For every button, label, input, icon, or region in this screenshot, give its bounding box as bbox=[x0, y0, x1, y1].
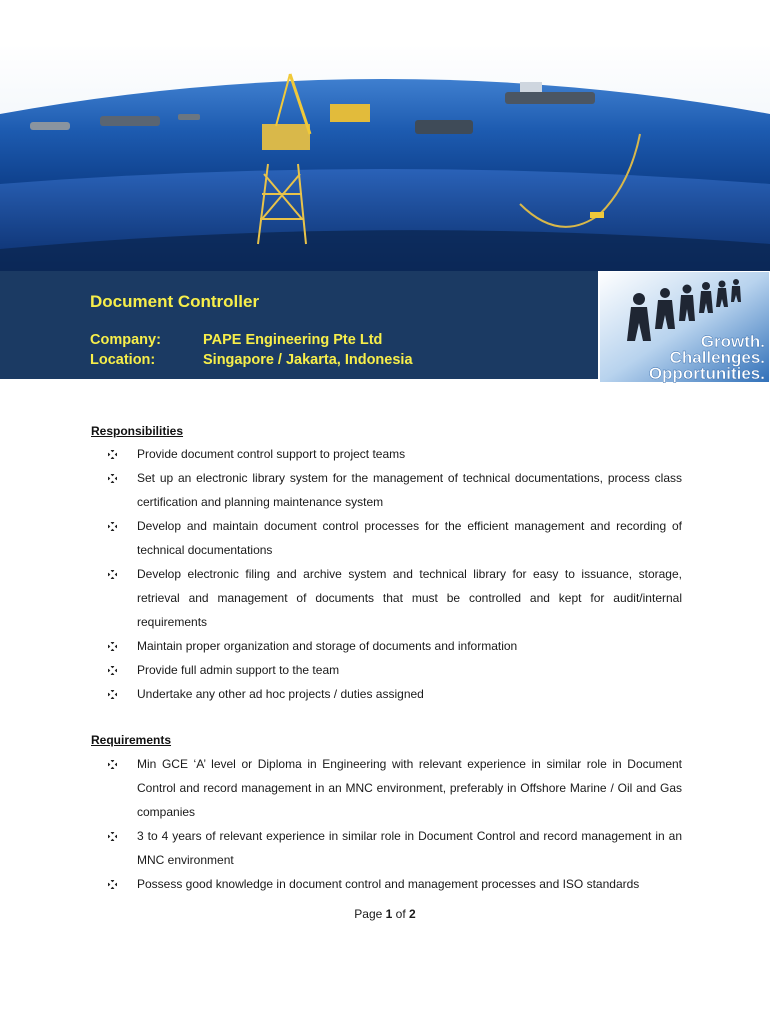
page-number bbox=[0, 907, 770, 921]
list-item-text: Maintain proper organization and storage of documents and information bbox=[137, 639, 518, 653]
diamond-bullet-icon bbox=[108, 832, 117, 841]
diamond-bullet-icon bbox=[108, 666, 117, 675]
list-item bbox=[108, 514, 682, 562]
list-item-text: Possess good knowledge in document control and management processes and ISO standards bbox=[137, 877, 640, 891]
list-item-text: Min GCE ‘A’ level or Diploma in Engineering with relevant experience in similar role in Document Control and record management in an MNC environment, preferably in Offshore Marine / Oil and Gas companies bbox=[137, 757, 682, 819]
requirements-list bbox=[108, 752, 682, 896]
total-pages: 2 bbox=[409, 907, 416, 921]
requirements-heading: Requirements bbox=[91, 733, 172, 747]
list-item-text: Undertake any other ad hoc projects / duties assigned bbox=[137, 687, 424, 701]
page-word: Page bbox=[354, 907, 383, 921]
diamond-bullet-icon bbox=[108, 690, 117, 699]
list-item bbox=[108, 658, 682, 682]
diamond-bullet-icon bbox=[108, 760, 117, 769]
list-item bbox=[108, 824, 682, 872]
list-item-text: 3 to 4 years of relevant experience in similar role in Document Control and record management in an MNC environment bbox=[137, 829, 682, 867]
list-item bbox=[108, 442, 682, 466]
location-label: Location: bbox=[90, 352, 156, 368]
growth-badge-image bbox=[599, 271, 770, 383]
list-item-text: Develop and maintain document control processes for the efficient management and recording of technical documentations bbox=[137, 519, 682, 557]
location-value: Singapore / Jakarta, Indonesia bbox=[203, 352, 413, 368]
diamond-bullet-icon bbox=[108, 880, 117, 889]
company-value: PAPE Engineering Pte Ltd bbox=[203, 332, 383, 348]
diamond-bullet-icon bbox=[108, 450, 117, 459]
list-item bbox=[108, 752, 682, 824]
offshore-banner-image bbox=[0, 44, 770, 271]
diamond-bullet-icon bbox=[108, 570, 117, 579]
badge-line-2: Challenges. bbox=[669, 348, 765, 367]
list-item bbox=[108, 682, 682, 706]
diamond-bullet-icon bbox=[108, 642, 117, 651]
list-item-text: Set up an electronic library system for the management of technical documentations, process class certification and planning maintenance system bbox=[137, 471, 682, 509]
company-label: Company: bbox=[90, 332, 161, 348]
company-row bbox=[90, 332, 382, 348]
diamond-bullet-icon bbox=[108, 522, 117, 531]
current-page: 1 bbox=[385, 907, 393, 921]
badge-line-1: Growth. bbox=[700, 332, 765, 351]
responsibilities-list bbox=[108, 442, 682, 706]
list-item-text: Provide full admin support to the team bbox=[137, 663, 340, 677]
of-word: of bbox=[395, 907, 406, 921]
list-item bbox=[108, 872, 682, 896]
list-item bbox=[108, 562, 682, 634]
badge-line-3: Opportunities. bbox=[648, 364, 765, 383]
list-item bbox=[108, 634, 682, 658]
location-row bbox=[90, 352, 413, 368]
list-item-text: Develop electronic filing and archive system and technical library for easy to issuance, storage, retrieval and management of documents that must be controlled and kept for audit/internal requirements bbox=[137, 567, 682, 629]
responsibilities-heading: Responsibilities bbox=[91, 424, 184, 438]
list-item-text: Provide document control support to project teams bbox=[137, 447, 406, 461]
diamond-bullet-icon bbox=[108, 474, 117, 483]
list-item bbox=[108, 466, 682, 514]
document-title: Document Controller bbox=[90, 292, 260, 311]
